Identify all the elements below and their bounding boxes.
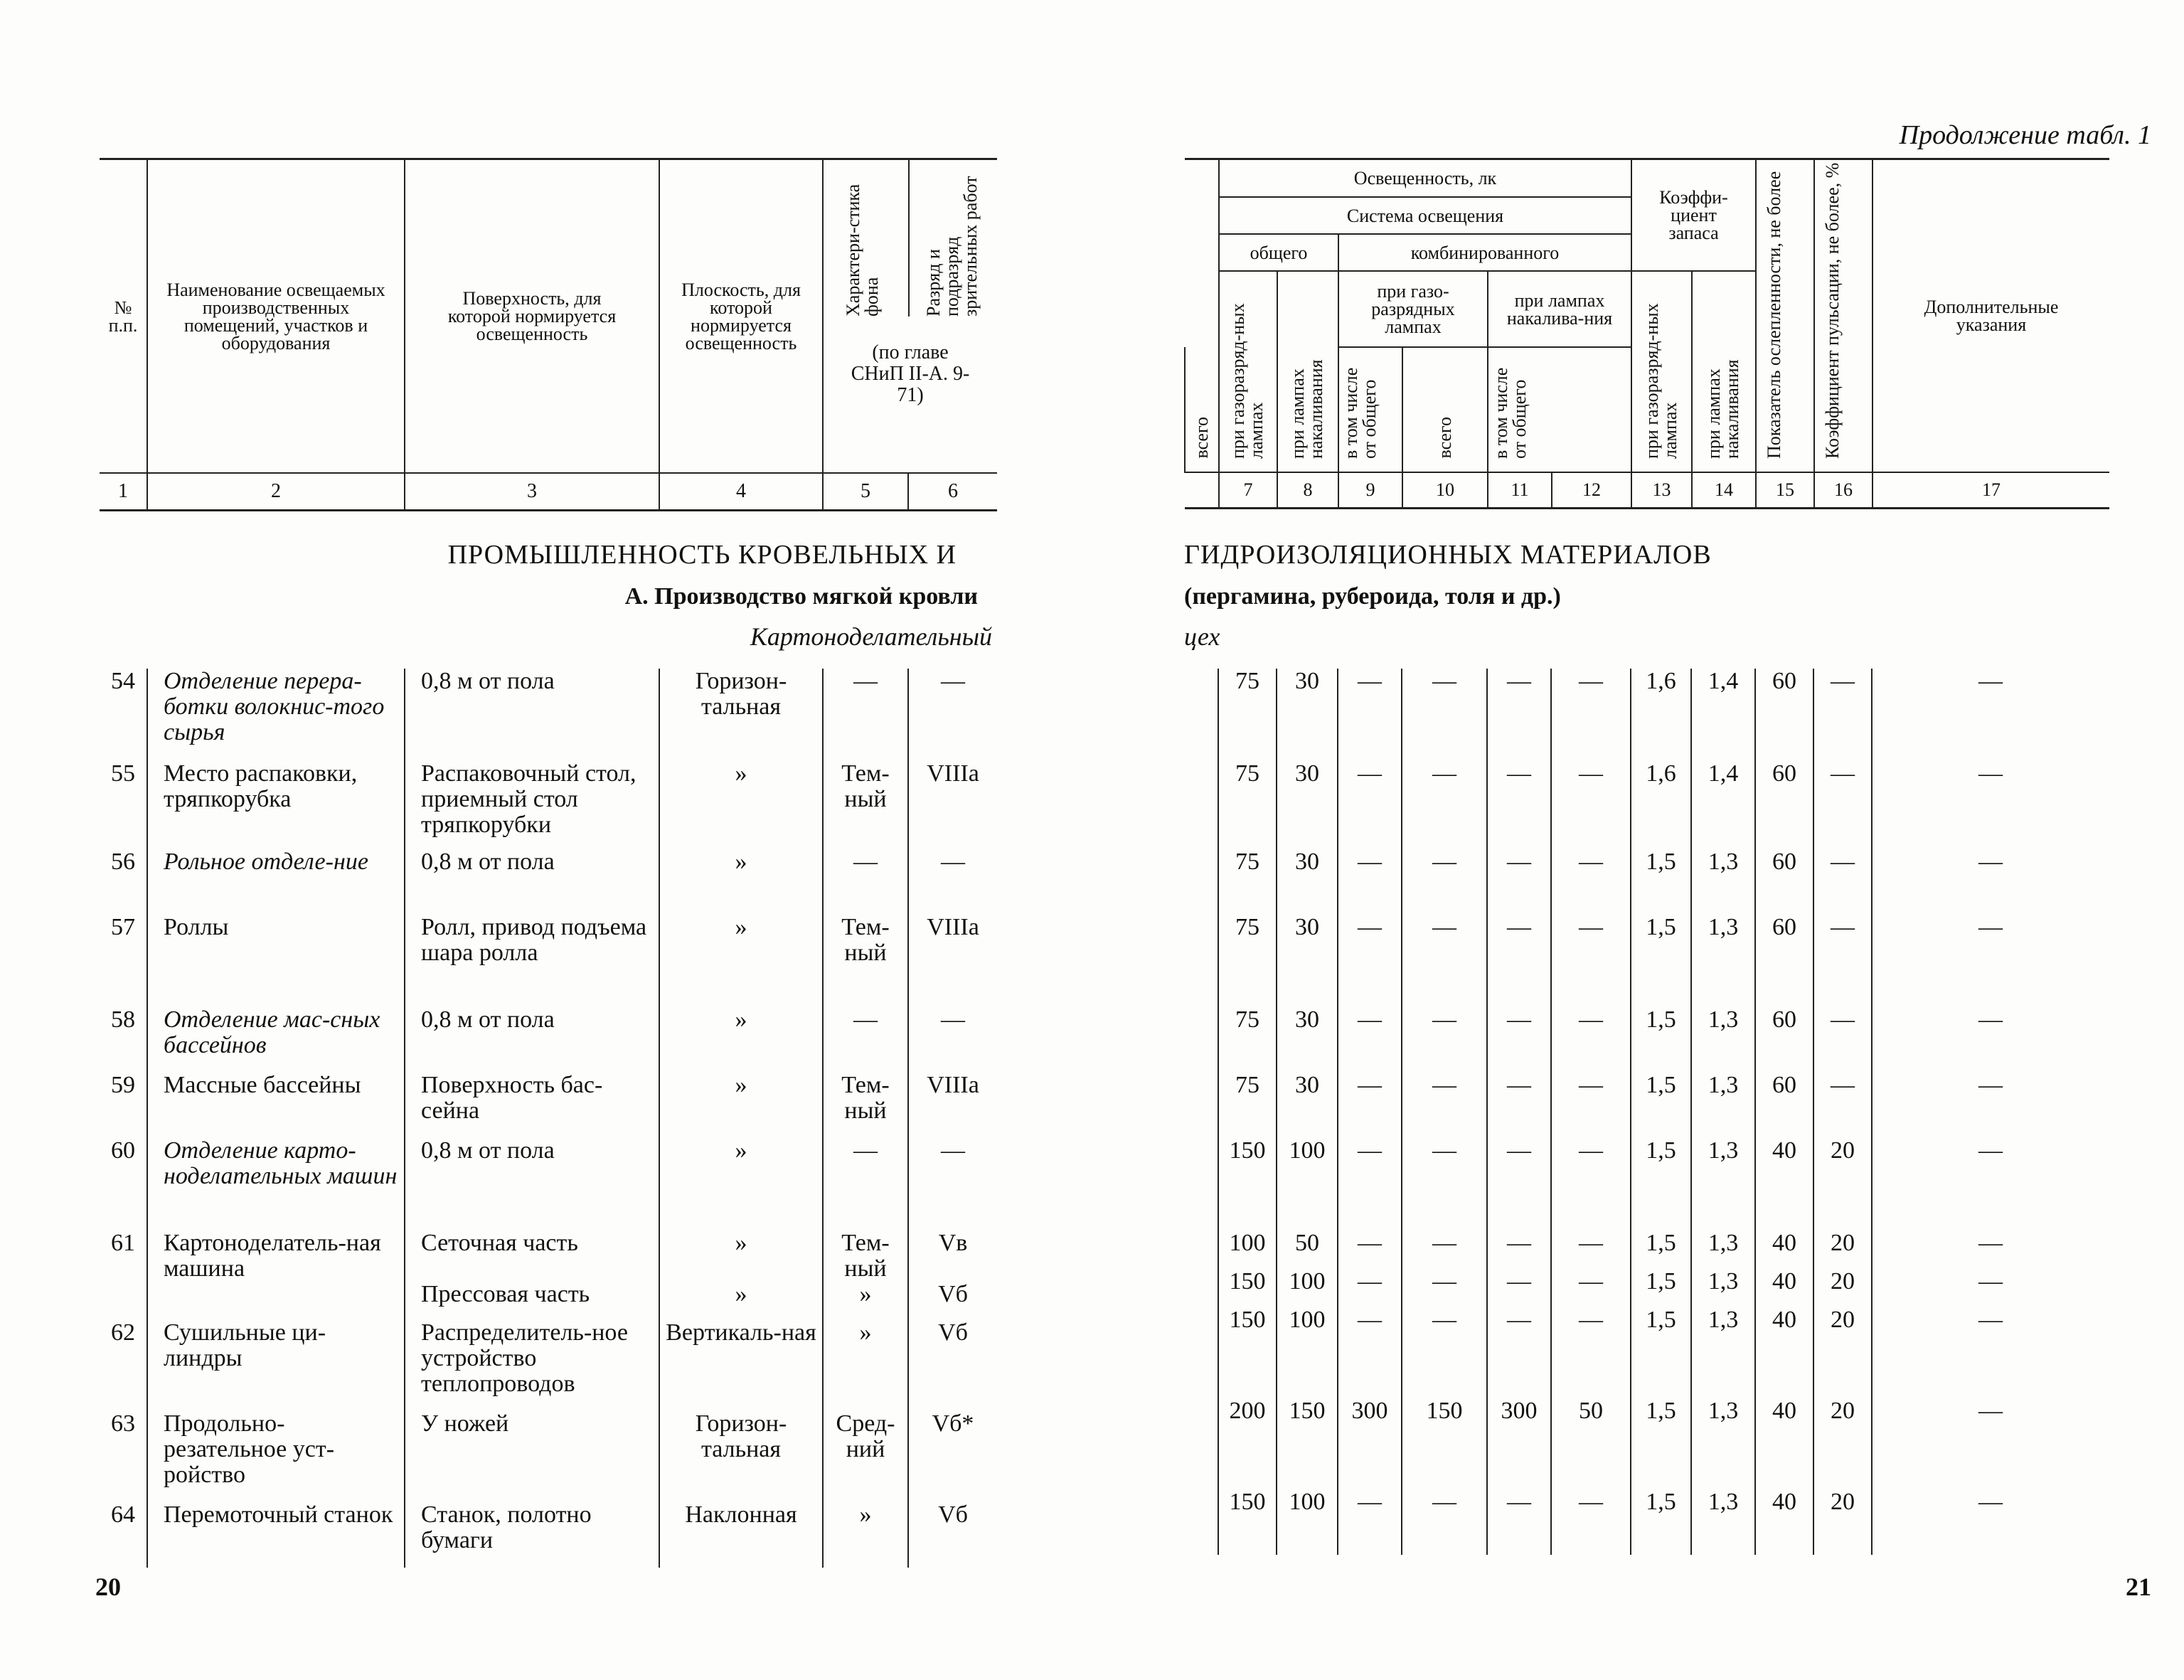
plane: » [659,1230,823,1282]
background: Сред-ний [823,1411,908,1502]
value-col-14: 1,3 [1691,1398,1755,1489]
table-row [1184,1230,2109,1269]
gutter [1184,849,1218,915]
value-col-13: 1,5 [1631,1073,1691,1138]
value-col-16: 20 [1813,1398,1872,1489]
table-row [1184,1269,2109,1307]
value-col-13: 1,5 [1631,915,1691,1007]
value-col-13: 1,5 [1631,1138,1691,1230]
plane: » [659,915,823,1007]
room-name: Роллы [147,915,405,1007]
value-col-15: 60 [1755,1007,1813,1073]
table-row [100,761,997,849]
header-inc: при лампах накалива-ния [1488,271,1631,347]
room-name: Место распаковки, тряпкорубка [147,761,405,849]
background: » [823,1282,908,1320]
row-number: 55 [111,760,135,787]
table-row [1184,1307,2109,1398]
value-col-9: — [1338,1230,1402,1269]
value-col-17: — [1872,1230,2109,1269]
value-col-8: 100 [1277,1489,1338,1555]
value-col-10: — [1402,1269,1487,1307]
room-name: Массные бассейны [147,1073,405,1138]
col-num-11: 11 [1488,472,1552,508]
value-col-17: — [1872,915,2109,1007]
header-col13: при газоразряд-ных лампах [1631,271,1692,472]
value-col-14: 1,3 [1691,1007,1755,1073]
value-col-12: — [1551,1073,1631,1138]
surface: Ролл, привод подъема шара ролла [405,915,659,1007]
value-col-7: 150 [1218,1307,1277,1398]
header-col6: Разряд и подразряд зрительных работ [923,176,981,317]
plane: » [659,761,823,849]
background: Тем-ный [823,1073,908,1138]
table-row [100,915,997,1007]
value-col-10: — [1402,669,1487,761]
col-num-5: 5 [823,473,908,511]
sub-title-right: (пергамина, рубероида, толя и др.) [1184,583,1561,610]
room-name: Продольно-резательное уст-ройство [147,1411,405,1502]
folio-left: 20 [95,1573,121,1601]
value-col-15: 40 [1755,1269,1813,1307]
value-col-14: 1,3 [1691,1489,1755,1555]
work-rank: VIIIа [908,915,997,1007]
right-table-header [1184,158,2109,509]
value-col-9: — [1338,669,1402,761]
value-col-15: 40 [1755,1230,1813,1269]
value-col-12: — [1551,1007,1631,1073]
value-col-16: 20 [1813,1269,1872,1307]
value-col-13: 1,5 [1631,1007,1691,1073]
work-rank: Vб* [908,1411,997,1502]
value-col-7: 150 [1218,1269,1277,1307]
folio-right: 21 [2126,1573,2151,1601]
value-col-15: 40 [1755,1307,1813,1398]
room-name: Перемоточный станок [147,1502,405,1568]
value-col-16: 20 [1813,1489,1872,1555]
value-col-8: 30 [1277,849,1338,915]
value-col-9: — [1338,1307,1402,1398]
value-col-15: 60 [1755,1073,1813,1138]
row-number: 59 [111,1072,135,1098]
value-col-10: — [1402,1307,1487,1398]
value-col-16: — [1813,1007,1872,1073]
value-col-17: — [1872,669,2109,761]
value-col-16: — [1813,915,1872,1007]
col-num-12: 12 [1552,472,1631,508]
table-row [100,1007,997,1073]
value-col-7: 100 [1218,1230,1277,1269]
value-col-7: 75 [1218,849,1277,915]
right-body-table [1184,669,2109,1555]
header-combined: комбинированного [1338,234,1631,271]
gutter [1184,1230,1218,1269]
work-rank: — [908,669,997,761]
value-col-11: — [1487,1307,1551,1398]
table-row [100,1138,997,1230]
value-col-11: — [1487,849,1551,915]
value-col-9: — [1338,849,1402,915]
value-col-13: 1,5 [1631,1307,1691,1398]
value-col-7: 150 [1218,1138,1277,1230]
value-col-11: — [1487,1138,1551,1230]
table-row [1184,761,2109,849]
value-col-8: 100 [1277,1138,1338,1230]
value-col-14: 1,3 [1691,1073,1755,1138]
value-col-11: — [1487,669,1551,761]
shop-title-left: Картоноделательный [750,622,992,651]
value-col-13: 1,5 [1631,1489,1691,1555]
value-col-10: — [1402,1073,1487,1138]
value-col-8: 30 [1277,1073,1338,1138]
gutter [1184,1007,1218,1073]
plane: » [659,1007,823,1073]
row-number: 56 [111,849,135,875]
value-col-17: — [1872,1073,2109,1138]
plane: Горизон-тальная [659,1411,823,1502]
value-col-17: — [1872,1398,2109,1489]
value-col-12: — [1551,761,1631,849]
gutter [1184,761,1218,849]
value-col-13: 1,6 [1631,669,1691,761]
value-col-11: — [1487,761,1551,849]
value-col-8: 50 [1277,1230,1338,1269]
col-num-13: 13 [1631,472,1692,508]
plane: » [659,1282,823,1320]
value-col-17: — [1872,1007,2109,1073]
row-number: 58 [111,1006,135,1033]
row-number: 64 [111,1501,135,1528]
room-name: Сушильные ци-линдры [147,1320,405,1411]
value-col-8: 30 [1277,761,1338,849]
value-col-8: 150 [1277,1398,1338,1489]
header-col10: в том числе от общего [1338,347,1402,472]
work-rank: Vб [908,1320,997,1411]
header-col1: № п.п. [108,297,138,336]
header-general: общего [1219,234,1338,271]
table-row [1184,915,2109,1007]
value-col-16: — [1813,761,1872,849]
col-num-15: 15 [1756,472,1814,508]
table-row [100,669,997,761]
value-col-15: 60 [1755,915,1813,1007]
header-col16: Коэффициент пульсации, не более, % [1814,160,1873,472]
header-col11: всего [1402,347,1488,472]
value-col-10: — [1402,1489,1487,1555]
value-col-15: 60 [1755,669,1813,761]
room-name: Рольное отделе-ние [147,849,405,915]
surface: Сеточная часть [405,1230,659,1282]
value-col-16: 20 [1813,1307,1872,1398]
header-col9: всего [1185,347,1219,472]
gutter [1184,1073,1218,1138]
surface: Поверхность бас-сейна [405,1073,659,1138]
left-body-table [100,669,997,1568]
gutter [1184,669,1218,761]
table-row [1184,1138,2109,1230]
value-col-11: — [1487,1007,1551,1073]
plane: Горизон-тальная [659,669,823,761]
value-col-9: — [1338,1073,1402,1138]
value-col-10: — [1402,761,1487,849]
room-name: Отделение карто-ноделательных машин [147,1138,405,1230]
gutter [1184,915,1218,1007]
row-number: 57 [111,914,135,940]
value-col-17: — [1872,849,2109,915]
col-num-4: 4 [659,473,823,511]
right-page [1092,0,2184,1680]
section-title-right: ГИДРОИЗОЛЯЦИОННЫХ МАТЕРИАЛОВ [1184,540,1712,570]
surface: Распределитель-ное устройство теплопроводов [405,1320,659,1411]
value-col-12: — [1551,669,1631,761]
room-name: Отделение мас-сных бассейнов [147,1007,405,1073]
gutter [1184,1307,1218,1398]
row-number: 63 [111,1410,135,1437]
work-rank: Vв [908,1230,997,1282]
value-col-14: 1,3 [1691,915,1755,1007]
value-col-13: 1,5 [1631,1269,1691,1307]
table-row [100,1320,997,1411]
background: » [823,1502,908,1568]
header-col5: Характери-стика фона [843,184,883,317]
value-col-7: 75 [1218,669,1277,761]
value-col-12: 50 [1551,1398,1631,1489]
col-num-9: 9 [1338,472,1402,508]
value-col-14: 1,3 [1691,1230,1755,1269]
running-head: Продолжение табл. 1 [1899,120,2151,150]
value-col-12: — [1551,1307,1631,1398]
work-rank: — [908,1138,997,1230]
header-illum: Освещенность, лк [1219,160,1631,197]
left-table-header [100,158,997,511]
work-rank: Vб [908,1502,997,1568]
col-num-8: 8 [1277,472,1338,508]
value-col-17: — [1872,1307,2109,1398]
background: — [823,849,908,915]
col-num-3: 3 [405,473,659,511]
num-gutter [1185,472,1219,508]
table-row [100,1282,997,1320]
col-num-16: 16 [1814,472,1873,508]
value-col-15: 40 [1755,1138,1813,1230]
value-col-7: 200 [1218,1398,1277,1489]
value-col-12: — [1551,915,1631,1007]
value-col-16: — [1813,849,1872,915]
surface: Станок, полотно бумаги [405,1502,659,1568]
gutter [1184,1489,1218,1555]
value-col-10: — [1402,1138,1487,1230]
surface: 0,8 м от пола [405,1007,659,1073]
background: Тем-ный [823,761,908,849]
value-col-16: — [1813,1073,1872,1138]
header-col56 [823,160,997,473]
table-row [100,1502,997,1568]
background: — [823,669,908,761]
header-col7: при газоразряд-ных лампах [1219,271,1277,472]
header-gutter [1185,160,1219,347]
value-col-9: — [1338,1269,1402,1307]
background: Тем-ный [823,915,908,1007]
value-col-12: — [1551,1138,1631,1230]
plane: Вертикаль-ная [659,1320,823,1411]
room-name: Картоноделатель-ная машина [147,1230,405,1282]
value-col-17: — [1872,761,2109,849]
value-col-9: — [1338,761,1402,849]
value-col-14: 1,4 [1691,669,1755,761]
background: — [823,1138,908,1230]
value-col-10: — [1402,915,1487,1007]
value-col-17: — [1872,1489,2109,1555]
gutter [1184,1138,1218,1230]
sub-title-left: А. Производство мягкой кровли [624,583,978,610]
surface: Прессовая часть [405,1282,659,1320]
header-reserve: Коэффи-циент запаса [1631,160,1756,271]
work-rank: Vб [908,1282,997,1320]
shop-title-right: цех [1184,622,1220,651]
value-col-7: 75 [1218,1007,1277,1073]
col-num-6: 6 [908,473,997,511]
value-col-15: 60 [1755,761,1813,849]
work-rank: VIIIа [908,1073,997,1138]
row-number: 61 [111,1230,135,1256]
work-rank: — [908,1007,997,1073]
value-col-9: — [1338,1489,1402,1555]
value-col-9: — [1338,1138,1402,1230]
value-col-10: — [1402,849,1487,915]
value-col-16: 20 [1813,1138,1872,1230]
value-col-11: 300 [1487,1398,1551,1489]
col-num-7: 7 [1219,472,1277,508]
value-col-13: 1,5 [1631,1230,1691,1269]
value-col-17: — [1872,1138,2109,1230]
col-num-17: 17 [1873,472,2109,508]
value-col-9: — [1338,915,1402,1007]
surface: 0,8 м от пола [405,669,659,761]
value-col-8: 100 [1277,1307,1338,1398]
value-col-7: 75 [1218,1073,1277,1138]
value-col-14: 1,3 [1691,1138,1755,1230]
surface: Распаковочный стол, приемный стол тряпкорубки [405,761,659,849]
value-col-13: 1,6 [1631,761,1691,849]
gutter [1184,1269,1218,1307]
value-col-11: — [1487,915,1551,1007]
value-col-15: 40 [1755,1489,1813,1555]
value-col-10: — [1402,1007,1487,1073]
value-col-8: 30 [1277,669,1338,761]
value-col-11: — [1487,1230,1551,1269]
value-col-10: 150 [1402,1398,1487,1489]
surface: 0,8 м от пола [405,1138,659,1230]
work-rank: — [908,849,997,915]
value-col-14: 1,3 [1691,849,1755,915]
header-col56-note: (по главе СНиП II-А. 9-71) [851,341,970,406]
header-col12: в том числе от общего [1488,347,1552,472]
header-col15: Показатель ослепленности, не более [1756,160,1814,472]
row-number: 62 [111,1319,135,1346]
value-col-17: — [1872,1269,2109,1307]
value-col-16: 20 [1813,1230,1872,1269]
work-rank: VIIIа [908,761,997,849]
room-name: Отделение перера-ботки волокнис-того сырья [147,669,405,761]
table-row [100,849,997,915]
value-col-11: — [1487,1269,1551,1307]
table-row [1184,1489,2109,1555]
col-num-1: 1 [100,473,147,511]
row-number: 60 [111,1137,135,1164]
value-col-8: 30 [1277,1007,1338,1073]
header-col3: Поверхность, для которой нормируется освещенность [405,160,659,473]
table-row [1184,1398,2109,1489]
plane: » [659,1138,823,1230]
value-col-8: 100 [1277,1269,1338,1307]
room-name [147,1282,405,1320]
table-row [1184,1007,2109,1073]
value-col-7: 75 [1218,915,1277,1007]
table-row [1184,1073,2109,1138]
value-col-16: — [1813,669,1872,761]
table-row [1184,669,2109,761]
table-row [100,1230,997,1282]
value-col-8: 30 [1277,915,1338,1007]
value-col-12: — [1551,1489,1631,1555]
surface: 0,8 м от пола [405,849,659,915]
value-col-10: — [1402,1230,1487,1269]
value-col-12: — [1551,1230,1631,1269]
col-num-14: 14 [1692,472,1756,508]
table-row [100,1073,997,1138]
header-col17: Дополнительные указания [1873,160,2109,472]
value-col-11: — [1487,1073,1551,1138]
row-number [100,1282,147,1320]
surface: У ножей [405,1411,659,1502]
value-col-11: — [1487,1489,1551,1555]
header-col4: Плоскость, для которой нормируется освещенность [659,160,823,473]
header-gas: при газо-разрядных лампах [1338,271,1488,347]
gutter [1184,1398,1218,1489]
header-system: Система освещения [1219,197,1631,234]
value-col-14: 1,4 [1691,761,1755,849]
value-col-15: 40 [1755,1398,1813,1489]
value-col-9: — [1338,1007,1402,1073]
col-num-2: 2 [147,473,405,511]
plane: » [659,1073,823,1138]
header-col8: при лампах накаливания [1277,271,1338,472]
value-col-7: 75 [1218,761,1277,849]
header-col14: при лампах накаливания [1692,271,1756,472]
value-col-13: 1,5 [1631,849,1691,915]
value-col-14: 1,3 [1691,1307,1755,1398]
plane: Наклонная [659,1502,823,1568]
value-col-15: 60 [1755,849,1813,915]
table-row [1184,849,2109,915]
table-row [100,1411,997,1502]
col-num-10: 10 [1402,472,1488,508]
value-col-12: — [1551,849,1631,915]
value-col-12: — [1551,1269,1631,1307]
value-col-14: 1,3 [1691,1269,1755,1307]
row-number: 54 [111,668,135,694]
header-col2: Наименование освещаемых производственных помещений, участков и оборудования [147,160,405,473]
background: » [823,1320,908,1411]
section-title-left: ПРОМЫШЛЕННОСТЬ КРОВЕЛЬНЫХ И [447,540,957,570]
value-col-13: 1,5 [1631,1398,1691,1489]
value-col-9: 300 [1338,1398,1402,1489]
background: Тем-ный [823,1230,908,1282]
value-col-7: 150 [1218,1489,1277,1555]
background: — [823,1007,908,1073]
plane: » [659,849,823,915]
